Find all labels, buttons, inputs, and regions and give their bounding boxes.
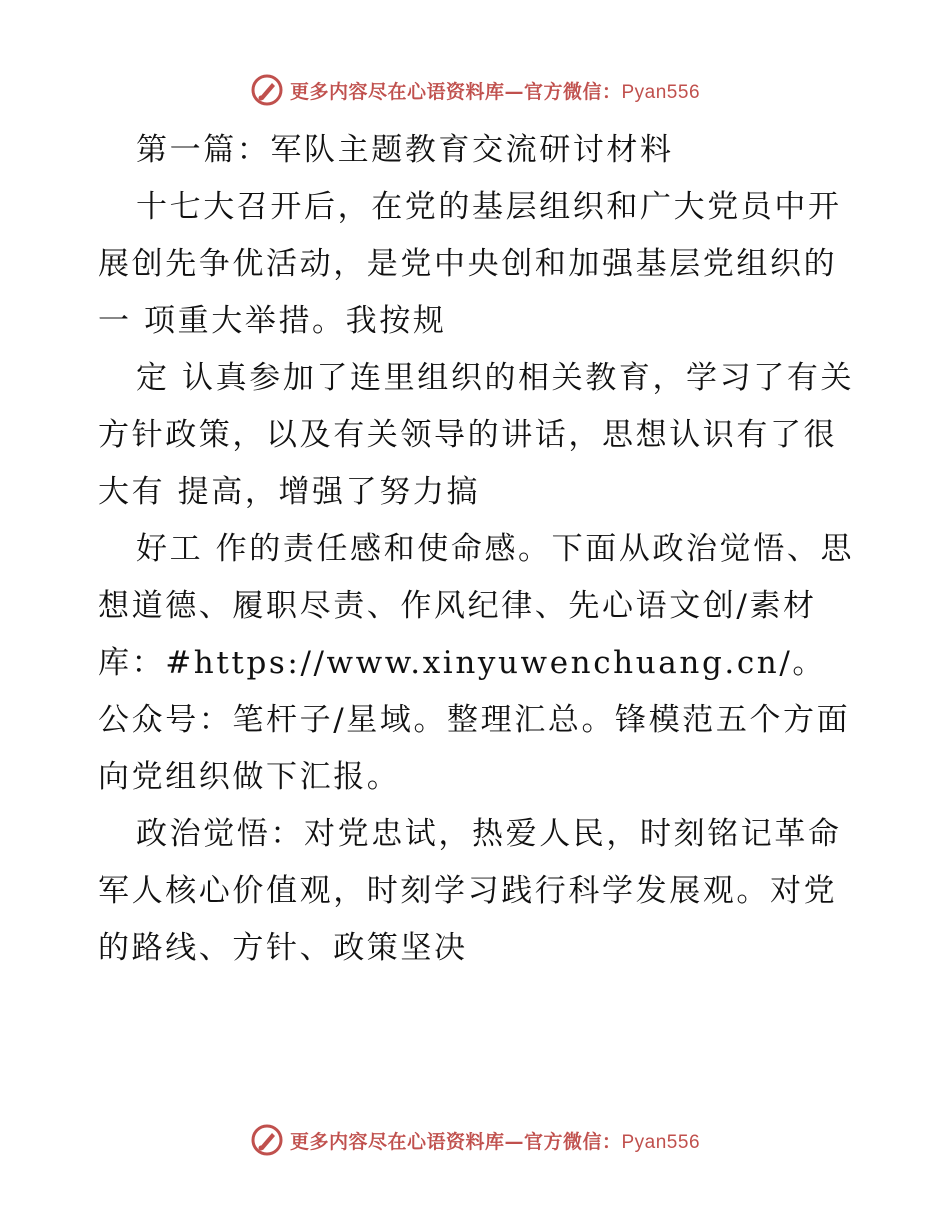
footer-banner-label: 更多内容尽在心语资料库—官方微信： [289,1130,622,1153]
document-title: 第一篇：军队主题教育交流研讨材料 [136,132,674,168]
paragraph-1: 十七大召开后，在党的基层组织和广大党员中开展创先争优活动，是党中央创和加强基层党组织的一 项重大举措。我按规 [98,189,842,339]
paragraph-4: 政治觉悟：对党忠试，热爱人民，时刻铭记革命军人核心价值观，时刻学习践行科学发展观。对党的路线、方针、政策坚决 [98,816,842,966]
paragraph-2: 定 认真参加了连里组织的相关教育，学习了有关方针政策，以及有关领导的讲话，思想认识有了很大有 提高，增强了努力搞 [98,360,855,510]
footer-banner-text [290,1127,700,1154]
header-banner-label: 更多内容尽在心语资料库—官方微信： [289,80,622,103]
document-body [98,122,858,977]
header-banner-text [290,77,700,104]
ink-pen-logo-icon [250,1123,284,1157]
header-banner [0,70,950,110]
footer-banner-wechat-id: Pyan556 [621,1131,701,1153]
paragraph-3: 好工 作的责任感和使命感。下面从政治觉悟、思想道德、履职尽责、作风纪律、先心语文创/素材库：#https://www.xinyuwenchuang.cn/。公众号：笔杆子/星域。整理汇总。锋模范五个方面向党组织做下汇报。 [98,531,855,795]
ink-pen-logo-icon [250,73,284,107]
header-banner-wechat-id: Pyan556 [621,81,701,103]
footer-banner [0,1120,950,1160]
